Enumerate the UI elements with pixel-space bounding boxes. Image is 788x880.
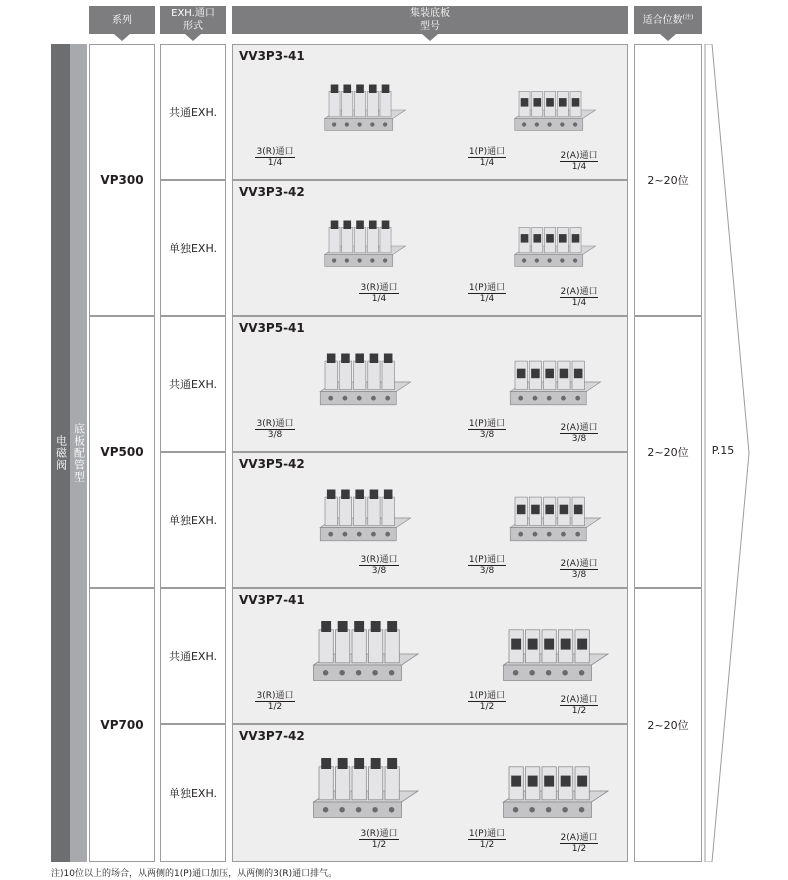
port-size: 3/8 — [479, 566, 495, 576]
port-name: 3(R)通口 — [256, 419, 294, 429]
port-name: 1(P)通口 — [468, 691, 506, 701]
port-size: 1/4 — [479, 158, 495, 168]
subcategory-label: 底板配管型 — [72, 423, 86, 483]
manifold-model-label: VV3P3-41 — [239, 49, 305, 63]
manifold-model-label: VV3P7-41 — [239, 593, 305, 607]
port-label-exhaust — [245, 691, 305, 713]
port-label-exhaust — [349, 829, 409, 851]
header-exh-type — [160, 6, 226, 34]
header-stations — [634, 6, 702, 34]
port-label-exhaust — [245, 419, 305, 441]
port-name: 1(P)通口 — [468, 147, 506, 157]
exh-label: 共通EXH. — [168, 106, 218, 119]
header-series-label: 系列 — [112, 14, 132, 26]
port-label-supply — [457, 691, 517, 713]
port-label-outlet — [549, 833, 609, 855]
manifold-image-cell — [232, 44, 628, 180]
port-name: 3(R)通口 — [360, 829, 398, 839]
port-label-supply — [457, 555, 517, 577]
header-base-arrow — [422, 34, 438, 41]
exh-label: 单独EXH. — [168, 242, 218, 255]
footnote — [51, 866, 751, 879]
header-exh-line1: EXH.通口 — [171, 8, 215, 19]
exh-cell — [160, 180, 226, 316]
port-label-outlet — [549, 559, 609, 581]
series-label: VP500 — [100, 445, 144, 459]
port-label-outlet — [549, 423, 609, 445]
manifold-image-cell — [232, 452, 628, 588]
stations-cell — [634, 44, 702, 316]
port-size: 1/2 — [479, 840, 495, 850]
port-label-supply — [457, 829, 517, 851]
exh-label: 共通EXH. — [168, 650, 218, 663]
port-name: 1(P)通口 — [468, 555, 506, 565]
port-name: 3(R)通口 — [256, 147, 294, 157]
series-label: VP700 — [100, 718, 144, 732]
header-series — [89, 6, 155, 34]
stations-cell — [634, 316, 702, 588]
page-ref-link[interactable] — [708, 444, 738, 457]
header-exh-line2: 形式 — [183, 21, 203, 32]
port-name: 1(P)通口 — [468, 829, 506, 839]
port-size: 1/2 — [571, 844, 587, 854]
category-bar — [51, 44, 70, 862]
port-name: 2(A)通口 — [560, 423, 598, 433]
port-name: 3(R)通口 — [256, 691, 294, 701]
header-stations-arrow — [660, 34, 676, 41]
port-size: 3/8 — [571, 570, 587, 580]
port-label-supply — [457, 419, 517, 441]
manifold-model-label: VV3P7-42 — [239, 729, 305, 743]
header-exh-arrow — [185, 34, 201, 41]
port-name: 2(A)通口 — [560, 695, 598, 705]
header-series-arrow — [114, 34, 130, 41]
port-label-outlet — [549, 695, 609, 717]
stations-label: 2~20位 — [647, 719, 689, 732]
port-size: 3/8 — [571, 434, 587, 444]
port-size: 1/2 — [571, 706, 587, 716]
stations-label: 2~20位 — [647, 174, 689, 187]
exh-cell — [160, 452, 226, 588]
exh-label: 共通EXH. — [168, 378, 218, 391]
exh-cell — [160, 724, 226, 862]
port-name: 3(R)通口 — [360, 555, 398, 565]
port-size: 1/4 — [571, 162, 587, 172]
port-size: 1/2 — [371, 840, 387, 850]
port-label-exhaust — [349, 283, 409, 305]
series-cell-vp500 — [89, 316, 155, 588]
port-label-supply — [457, 147, 517, 169]
manifold-image-cell — [232, 724, 628, 862]
subcategory-bar — [70, 44, 87, 862]
header-stations-label: 适合位数 — [642, 14, 683, 26]
exh-cell — [160, 588, 226, 724]
header-base-line2: 型号 — [420, 21, 440, 32]
port-size: 3/8 — [267, 430, 283, 440]
port-size: 1/2 — [267, 702, 283, 712]
manifold-model-label: VV3P5-41 — [239, 321, 305, 335]
port-size: 3/8 — [479, 430, 495, 440]
port-size: 1/4 — [479, 294, 495, 304]
series-cell-vp700 — [89, 588, 155, 862]
stations-label: 2~20位 — [647, 446, 689, 459]
series-label: VP300 — [100, 173, 144, 187]
port-size: 1/4 — [371, 294, 387, 304]
header-base-model — [232, 6, 628, 34]
series-cell-vp300 — [89, 44, 155, 316]
port-size: 1/4 — [571, 298, 587, 308]
header-base-line1: 集装底板 — [410, 8, 450, 19]
port-size: 3/8 — [371, 566, 387, 576]
port-label-exhaust — [349, 555, 409, 577]
port-label-outlet — [549, 151, 609, 173]
manifold-model-label: VV3P3-42 — [239, 185, 305, 199]
port-label-outlet — [549, 287, 609, 309]
port-name: 1(P)通口 — [468, 419, 506, 429]
exh-cell — [160, 316, 226, 452]
port-label-exhaust — [245, 147, 305, 169]
stations-cell — [634, 588, 702, 862]
port-size: 1/2 — [479, 702, 495, 712]
footnote-text: 注)10位以上的场合，从两侧的1(P)通口加压，从两侧的3(R)通口排气。 — [51, 869, 338, 879]
category-label: 电磁阀 — [54, 435, 68, 471]
port-name: 2(A)通口 — [560, 833, 598, 843]
manifold-model-label: VV3P5-42 — [239, 457, 305, 471]
exh-label: 单独EXH. — [168, 514, 218, 527]
manifold-image-cell — [232, 180, 628, 316]
port-name: 3(R)通口 — [360, 283, 398, 293]
port-size: 1/4 — [267, 158, 283, 168]
port-name: 1(P)通口 — [468, 283, 506, 293]
page-ref-label: P.15 — [711, 444, 735, 457]
port-label-supply — [457, 283, 517, 305]
exh-label: 单独EXH. — [168, 787, 218, 800]
port-name: 2(A)通口 — [560, 559, 598, 569]
manifold-image-cell — [232, 588, 628, 724]
port-name: 2(A)通口 — [560, 151, 598, 161]
exh-cell — [160, 44, 226, 180]
port-name: 2(A)通口 — [560, 287, 598, 297]
header-stations-note: (注) — [682, 14, 694, 21]
manifold-image-cell — [232, 316, 628, 452]
